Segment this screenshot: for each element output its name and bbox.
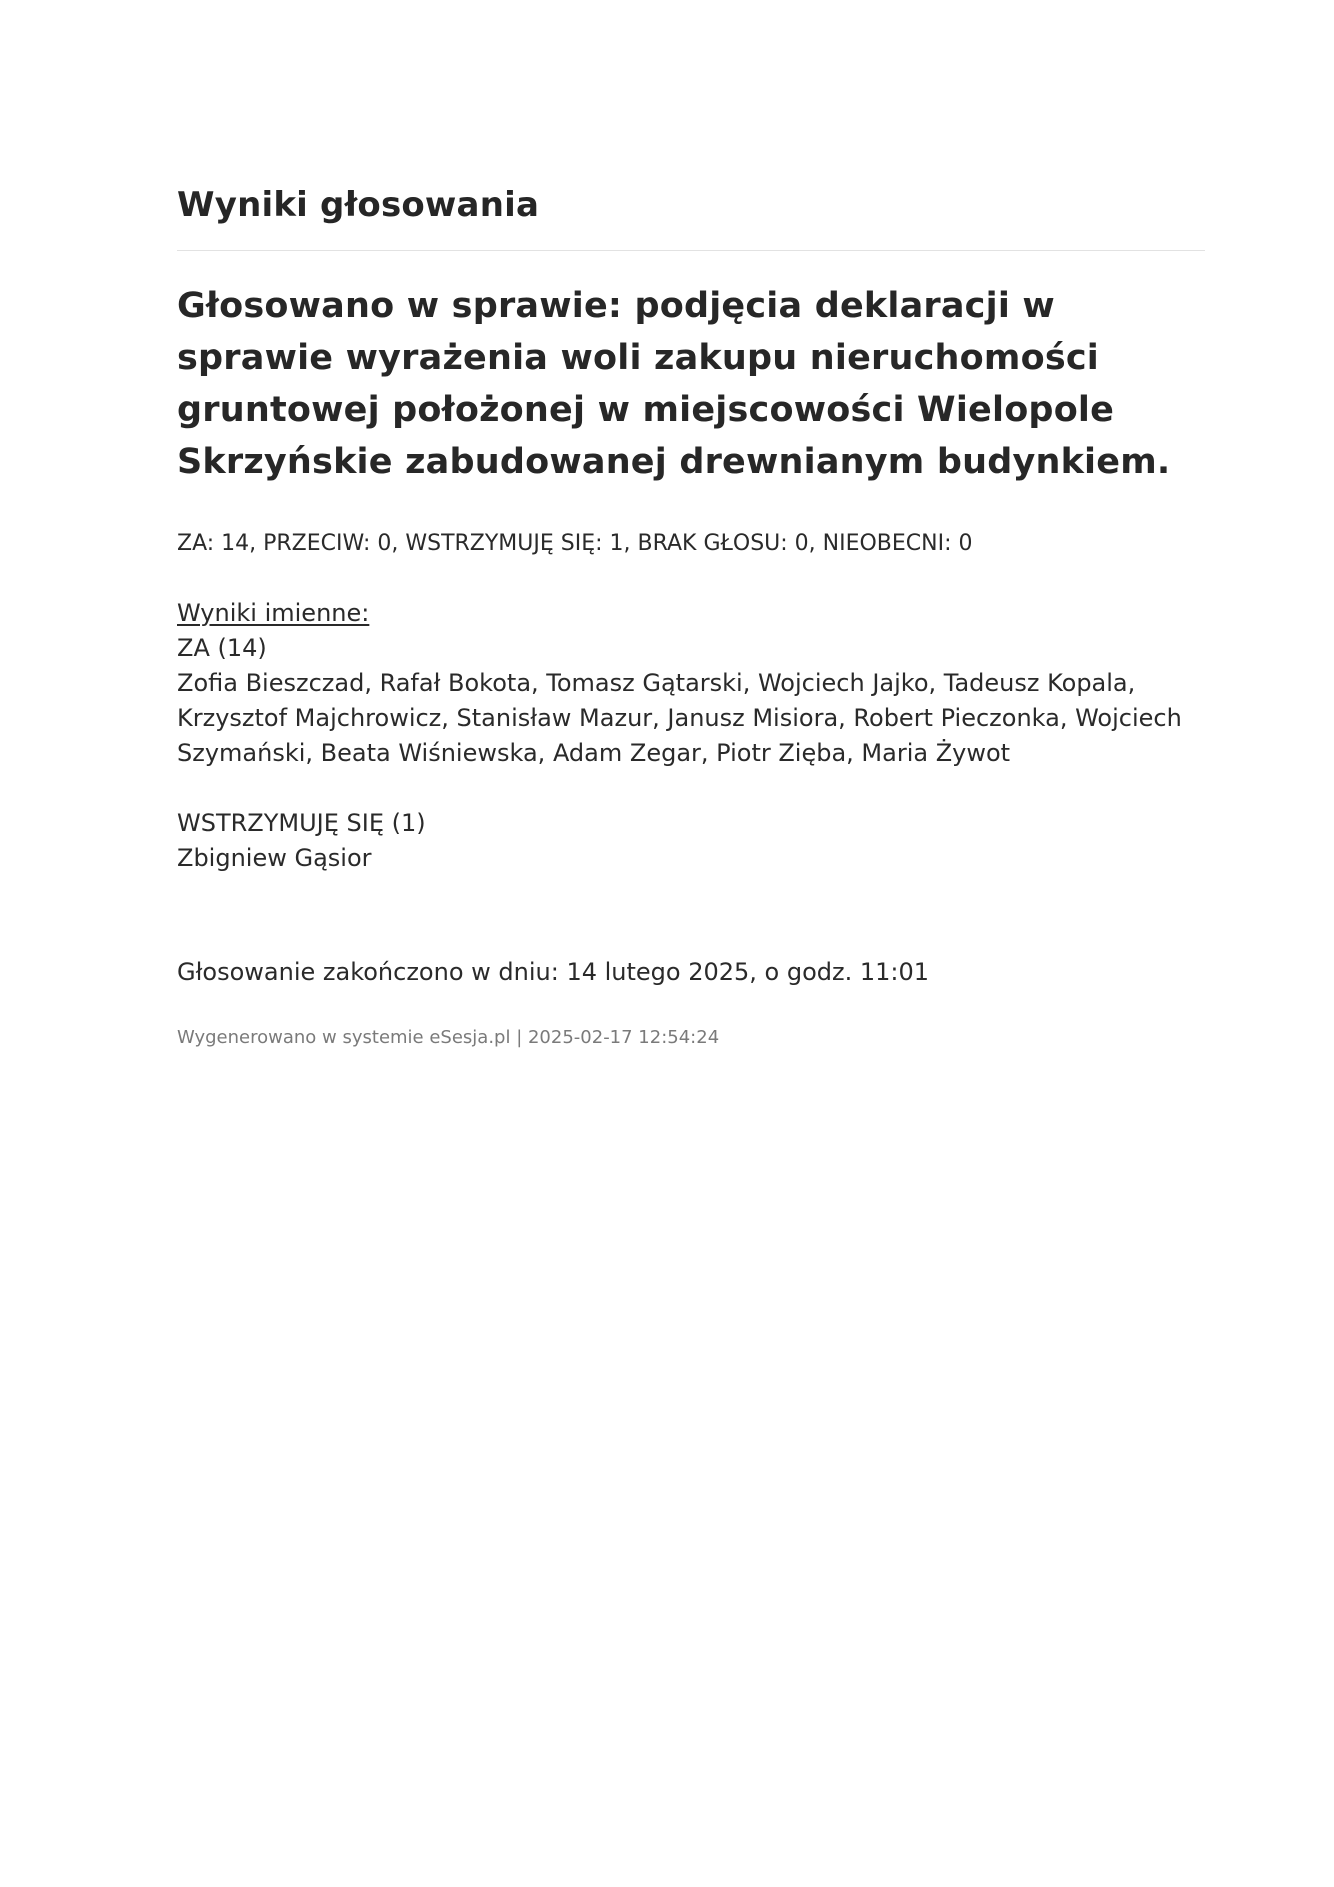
group-for-names: Zofia Bieszczad, Rafał Bokota, Tomasz Gątarski, Wojciech Jajko, Tadeusz Kopala, Krzysztof Majchrowicz, Stanisław Mazur, Janusz Misiora, Robert Pieczonka, Wojciech Szymański, Beata Wiśniewska, Adam Zegar, Piotr Zięba, Maria Żywot — [177, 669, 1182, 767]
named-results-label: Wyniki imienne: — [177, 599, 370, 627]
group-abstain-names: Zbigniew Gąsior — [177, 844, 372, 872]
group-for-heading: ZA (14) — [177, 634, 267, 662]
named-results — [177, 596, 1207, 876]
group-abstain — [177, 806, 1207, 876]
title-divider — [177, 250, 1205, 251]
page-title: Wyniki głosowania — [177, 185, 540, 225]
document-page — [177, 170, 1207, 1048]
vote-subject: Głosowano w sprawie: podjęcia deklaracji w sprawie wyrażenia woli zakupu nieruchomości gruntowej położonej w miejscowości Wielopole Skrzyńskie zabudowanej drewnianym budynkiem. — [177, 286, 1171, 482]
generated-footer: Wygenerowano w systemie eSesja.pl | 2025-02-17 12:54:24 — [177, 1027, 720, 1048]
vote-finished-date: Głosowanie zakończono w dniu: 14 lutego 2025, o godz. 11:01 — [177, 958, 930, 986]
group-abstain-heading: WSTRZYMUJĘ SIĘ (1) — [177, 809, 426, 837]
group-for — [177, 631, 1207, 771]
vote-summary: ZA: 14, PRZECIW: 0, WSTRZYMUJĘ SIĘ: 1, BRAK GŁOSU: 0, NIEOBECNI: 0 — [177, 531, 973, 556]
